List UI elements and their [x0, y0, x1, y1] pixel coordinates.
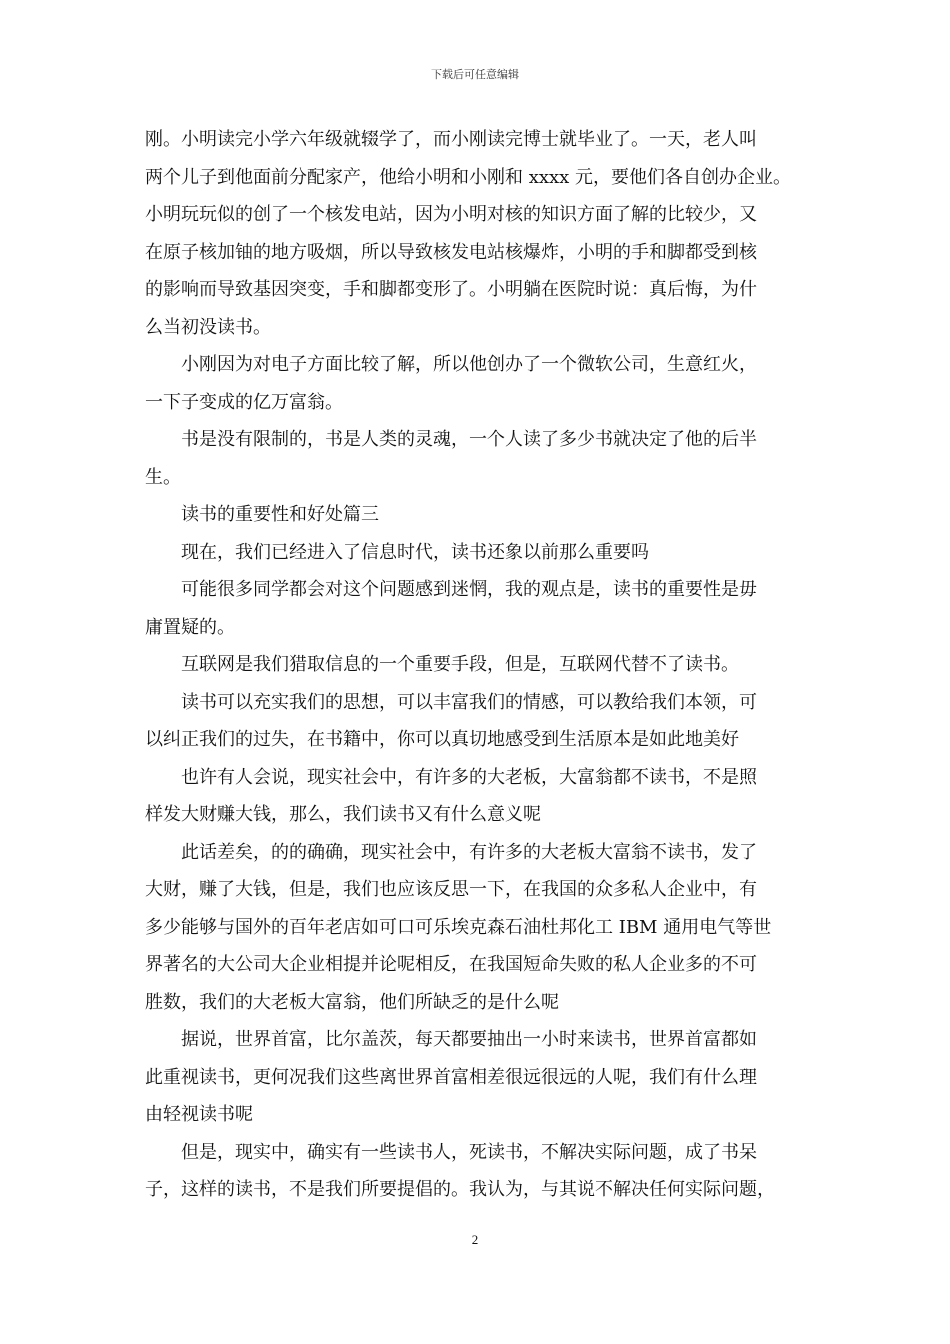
- document-body: [145, 121, 821, 1209]
- text-line: 此重视读书，更何况我们这些离世界首富相差很远很远的人呢，我们有什么理: [145, 1066, 757, 1088]
- text-line: 一下子变成的亿万富翁。: [145, 391, 343, 413]
- text-line: 生。: [145, 466, 181, 488]
- text-line: 的影响而导致基因突变，手和脚都变形了。小明躺在医院时说：真后悔，为什: [145, 279, 757, 300]
- text-line: 现在，我们已经进入了信息时代，读书还象以前那么重要吗: [181, 541, 649, 563]
- text-line: 子，这样的读书，不是我们所要提倡的。我认为，与其说不解决任何实际问题，: [145, 1179, 775, 1200]
- text-line: 据说，世界首富，比尔盖茨，每天都要抽出一小时来读书，世界首富都如: [181, 1029, 757, 1050]
- text-line: 以纠正我们的过失，在书籍中，你可以真切地感受到生活原本是如此地美好: [145, 729, 739, 750]
- text-line: 小明玩玩似的创了一个核发电站，因为小明对核的知识方面了解的比较少，又: [145, 204, 757, 225]
- text-line: 庸置疑的。: [145, 616, 235, 638]
- text-line: 两个儿子到他面前分配家产，他给小明和小刚和 xxxx 元，要他们各自创办企业。: [145, 166, 792, 188]
- text-line: 由轻视读书呢: [145, 1104, 253, 1125]
- text-line: 小刚因为对电子方面比较了解，所以他创办了一个微软公司，生意红火，: [181, 354, 757, 375]
- text-line: 胜数，我们的大老板大富翁，他们所缺乏的是什么呢: [145, 991, 559, 1013]
- text-line: 样发大财赚大钱，那么，我们读书又有什么意义呢: [145, 804, 541, 825]
- text-line: 书是没有限制的，书是人类的灵魂，一个人读了多少书就决定了他的后半: [181, 429, 757, 450]
- text-line: 大财，赚了大钱，但是，我们也应该反思一下，在我国的众多私人企业中，有: [145, 879, 757, 900]
- text-line: 但是，现实中，确实有一些读书人，死读书，不解决实际问题，成了书呆: [181, 1141, 757, 1163]
- text-line: 界著名的大公司大企业相提并论呢相反，在我国短命失败的私人企业多的不可: [145, 954, 757, 975]
- page-header: 下载后可任意编辑: [431, 68, 519, 81]
- text-line: 读书的重要性和好处篇三: [181, 504, 379, 525]
- text-line: 读书可以充实我们的思想，可以丰富我们的情感，可以教给我们本领，可: [181, 691, 757, 713]
- text-line: 刚。小明读完小学六年级就辍学了，而小刚读完博士就毕业了。一天，老人叫: [145, 129, 757, 150]
- page-number: 2: [471, 1232, 479, 1247]
- text-line: 也许有人会说，现实社会中，有许多的大老板，大富翁都不读书，不是照: [181, 766, 757, 788]
- text-line: 此话差矣，的的确确，现实社会中，有许多的大老板大富翁不读书，发了: [181, 841, 757, 863]
- text-line: 可能很多同学都会对这个问题感到迷惘，我的观点是，读书的重要性是毋: [181, 579, 757, 600]
- text-line: 在原子核加铀的地方吸烟，所以导致核发电站核爆炸，小明的手和脚都受到核: [145, 241, 757, 263]
- text-line: 互联网是我们猎取信息的一个重要手段，但是，互联网代替不了读书。: [181, 654, 739, 675]
- text-line: 么当初没读书。: [145, 316, 271, 338]
- text-line: 多少能够与国外的百年老店如可口可乐埃克森石油杜邦化工 IBM 通用电气等世: [145, 916, 772, 938]
